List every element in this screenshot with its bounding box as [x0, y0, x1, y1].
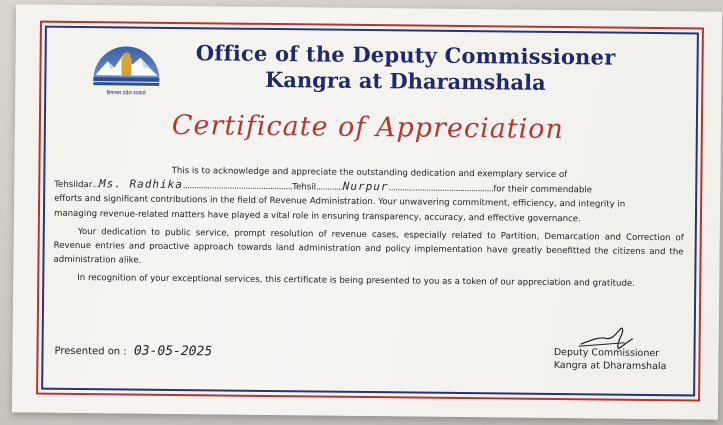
- tehsildar-label: Tehsildar: [54, 179, 93, 191]
- intro-line: This is to acknowledge and appreciate the outstanding dedication and exemplary service of: [171, 165, 568, 181]
- signatory-title: Deputy Commissioner: [553, 346, 660, 360]
- body-paragraph-2: Your dedication to public service, prompt resolution of revenue cases, especially related to Partition, Demarcation and Correction of Revenue entries and proactive approach towards land administration and policy implementation have greatly benefitted the citizens and the administration alike.: [53, 226, 684, 266]
- signatory-place: Kangra at Dharamshala: [553, 359, 667, 373]
- tehsil-name: Nurpur: [342, 179, 389, 194]
- tehsil-label: Tehsil: [292, 182, 317, 193]
- office-heading: [175, 40, 636, 97]
- tehsildar-name: Ms. Radhika: [98, 177, 183, 192]
- presented-on: [54, 343, 212, 360]
- presented-label: Presented on :: [54, 345, 127, 358]
- body-paragraph-3: In recognition of your exceptional services, this certificate is being presented to you as a token of our appreciation and gratitude.: [77, 273, 635, 290]
- himachal-pradesh-emblem-icon: [87, 39, 166, 100]
- office-location: Kangra at Dharamshala: [264, 66, 546, 95]
- office-title: Office of the Deputy Commissioner: [195, 40, 616, 70]
- body-line-4: managing revenue-related matters have played a vital role in ensuring transparency, accuracy, and effective governance.: [53, 208, 581, 224]
- line2-tail: for their commendable: [493, 184, 593, 196]
- emblem-caption: हिमाचल प्रदेश सरकार: [106, 90, 147, 97]
- recipient-line: Tehsildar...Ms. Radhika.................................................Tehsil............Nurpur...............................................for their commendable: [54, 177, 593, 196]
- certificate-title: Certificate of Appreciation: [171, 109, 565, 146]
- certificate-card: [12, 4, 722, 419]
- body-line-3: efforts and significant contributions in the field of Revenue Administration. Your unwavering commitment, efficiency, and integrity in: [54, 194, 626, 211]
- signatory-block: [554, 346, 667, 373]
- certificate-body: [53, 163, 684, 292]
- presented-date: 03-05-2025: [133, 343, 213, 360]
